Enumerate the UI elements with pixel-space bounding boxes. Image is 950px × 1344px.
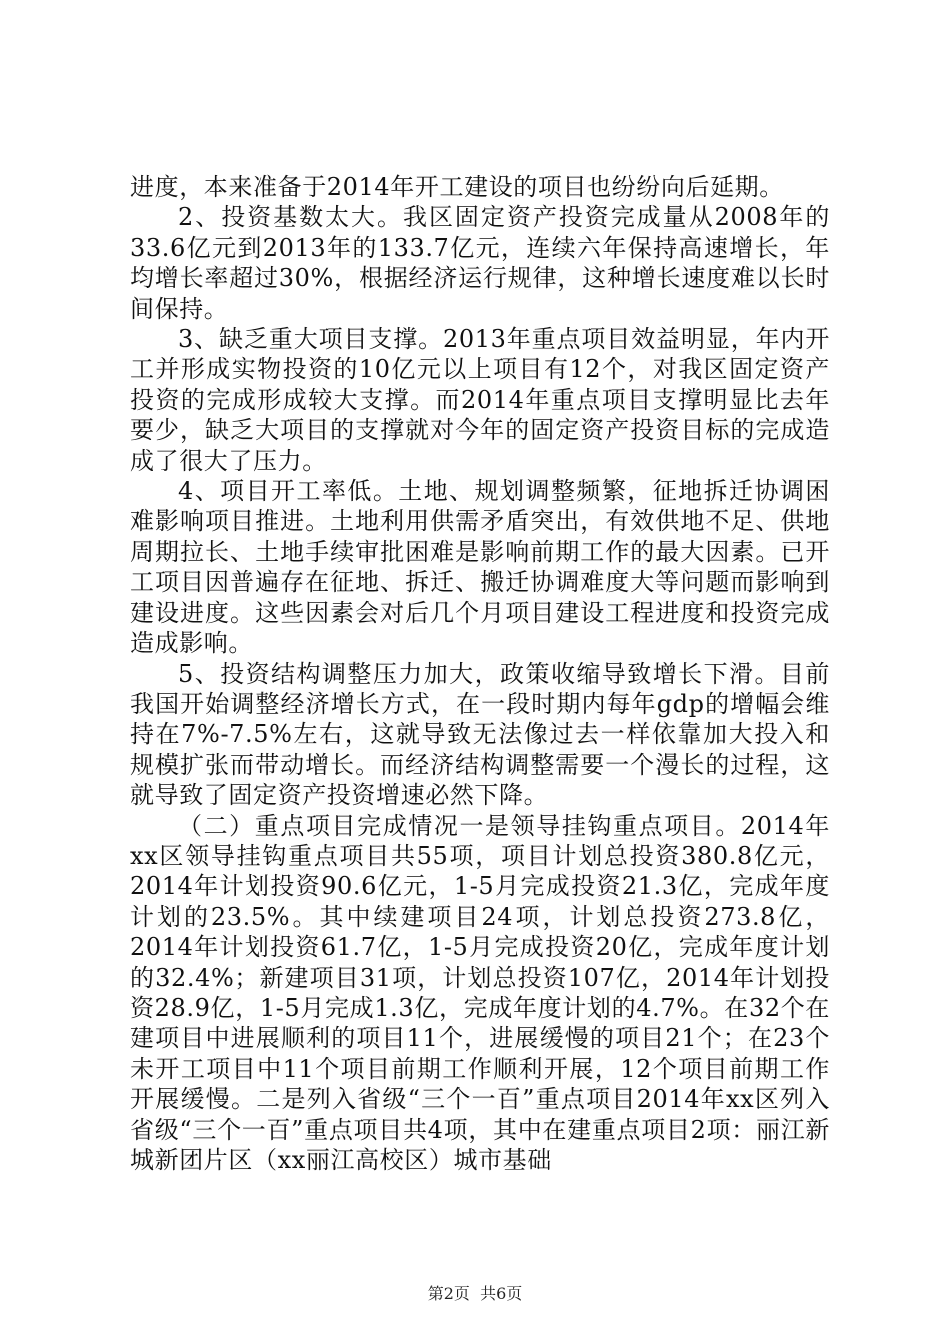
paragraph-structure-adjustment: 5、投资结构调整压力加大，政策收缩导致增长下滑。目前我国开始调整经济增长方式，在一段时期内每年gdp的增幅会维持在7%-7.5%左右，这就导致无法像过去一样依靠加大投入和规模扩张而带动增长。而经济结构调整需要一个漫长的过程，这就导致了固定资产投资增速必然下降。: [130, 659, 830, 810]
paragraph-major-projects: 3、缺乏重大项目支撑。2013年重点项目效益明显，年内开工并形成实物投资的10亿元以上项目有12个，对我区固定资产投资的完成形成较大支撑。而2014年重点项目支撑明显比去年要少，缺乏大项目的支撑就对今年的固定资产投资目标的完成造成了很大了压力。: [130, 325, 830, 475]
page-footer: [0, 1284, 950, 1304]
paragraph-continuation: 进度，本来准备于2014年开工建设的项目也纷纷向后延期。: [130, 173, 784, 201]
page-number: 第2页: [427, 1284, 470, 1303]
page-total: 共6页: [480, 1284, 523, 1303]
paragraph-investment-base: 2、投资基数太大。我区固定资产投资完成量从2008年的33.6亿元到2013年的133.7亿元，连续六年保持高速增长，年均增长率超过30%，根据经济运行规律，这种增长速度难以长时间保持。: [130, 203, 830, 323]
paragraph-start-rate: 4、项目开工率低。土地、规划调整频繁，征地拆迁协调困难影响项目推进。土地利用供需矛盾突出，有效供地不足、供地周期拉长、土地手续审批困难是影响前期工作的最大因素。已开工项目因普遍存在征地、拆迁、搬迁协调难度大等问题而影响到建设进度。这些因素会对后几个月项目建设工程进度和投资完成造成影响。: [130, 477, 830, 658]
paragraph-key-projects: （二）重点项目完成情况一是领导挂钩重点项目。2014年xx区领导挂钩重点项目共55项，项目计划总投资380.8亿元，2014年计划投资90.6亿元，1-5月完成投资21.3亿，完成年度计划的23.5%。其中续建项目24项，计划总投资273.8亿，2014年计划投资61.7亿，1-5月完成投资20亿，完成年度计划的32.4%；新建项目31项，计划总投资107亿，2014年计划投资28.9亿，1-5月完成1.3亿，完成年度计划的4.7%。在32个在建项目中进展顺利的项目11个，进展缓慢的项目21个；在23个未开工项目中11个项目前期工作顺利开展，12个项目前期工作开展缓慢。二是列入省级“三个一百”重点项目2014年xx区列入省级“三个一百”重点项目共4项，其中在建重点项目2项：丽江新城新团片区（xx丽江高校区）城市基础: [130, 811, 830, 1174]
document-body: [130, 172, 830, 1175]
footer-separator: [470, 1284, 480, 1303]
